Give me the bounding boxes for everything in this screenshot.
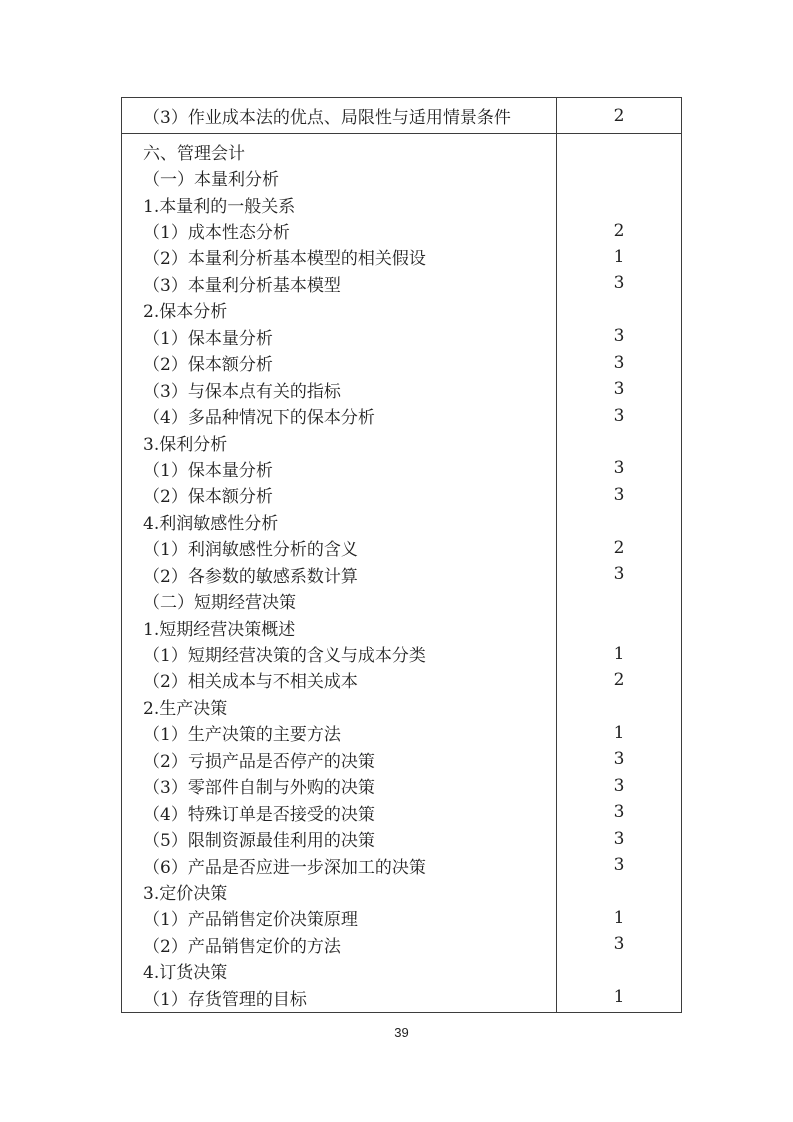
table-row-first — [122, 98, 681, 134]
topic-line: （2）保本额分析 — [143, 355, 273, 376]
topic-line: （5）限制资源最佳利用的决策 — [143, 831, 375, 852]
topic-line: （2）各参数的敏感系数计算 — [143, 566, 358, 587]
hours-column — [556, 134, 681, 1012]
topic-line: （3）零部件自制与外购的决策 — [143, 778, 375, 799]
hours-line — [557, 508, 681, 534]
hours-line: 1 — [613, 907, 625, 928]
page-number: 39 — [394, 1025, 409, 1040]
topic-line: 六、管理会计 — [143, 143, 245, 164]
hours-line — [557, 297, 681, 323]
topic-line: （2）保本额分析 — [143, 487, 273, 508]
hours-line: 3 — [613, 379, 625, 400]
hours-cell: 2 — [556, 98, 681, 133]
topic-cell: （3）作业成本法的优点、局限性与适用情景条件 — [143, 108, 511, 128]
table-row-body — [122, 134, 681, 1012]
hours-line: 2 — [613, 669, 625, 690]
topic-line: （4）特殊订单是否接受的决策 — [143, 804, 375, 825]
topic-line: 4.利润敏感性分析 — [143, 513, 279, 534]
hours-line: 3 — [613, 934, 625, 955]
hours-line: 3 — [613, 458, 625, 479]
hours-line: 1 — [613, 246, 625, 267]
hours-line — [557, 164, 681, 190]
topic-line: （2）相关成本与不相关成本 — [143, 672, 358, 693]
topic-line: （3）与保本点有关的指标 — [143, 381, 341, 402]
hours-line: 3 — [613, 326, 625, 347]
topic-line: （1）利润敏感性分析的含义 — [143, 540, 358, 561]
topic-line: （二）短期经营决策 — [143, 593, 296, 614]
hours-line: 3 — [613, 855, 625, 876]
topic-line: 3.定价决策 — [143, 883, 228, 904]
topic-line: 4.订货决策 — [143, 963, 228, 984]
topic-line: （2）本量利分析基本模型的相关假设 — [143, 249, 426, 270]
hours-line: 3 — [613, 828, 625, 849]
topic-line: （1）成本性态分析 — [143, 223, 290, 244]
topic-line: 1.本量利的一般关系 — [143, 196, 296, 217]
topic-line: 2.保本分析 — [143, 302, 228, 323]
hours-line — [557, 191, 681, 217]
hours-line — [557, 429, 681, 455]
topic-line: （3）本量利分析基本模型 — [143, 275, 341, 296]
topic-line: （6）产品是否应进一步深加工的决策 — [143, 857, 426, 878]
topic-line: （一）本量利分析 — [143, 170, 279, 191]
topic-line: 2.生产决策 — [143, 698, 228, 719]
hours-line: 3 — [613, 352, 625, 373]
hours-line: 3 — [613, 564, 625, 585]
topic-line: （4）多品种情况下的保本分析 — [143, 408, 375, 429]
topic-line: （1）保本量分析 — [143, 328, 273, 349]
syllabus-table — [121, 97, 682, 1013]
hours-line — [557, 614, 681, 640]
topic-line: 3.保利分析 — [143, 434, 228, 455]
hours-line: 2 — [613, 537, 625, 558]
hours-line — [557, 138, 681, 164]
hours-line: 1 — [613, 643, 625, 664]
hours-line: 2 — [613, 220, 625, 241]
hours-line — [557, 878, 681, 904]
hours-line — [557, 693, 681, 719]
hours-line: 1 — [613, 987, 625, 1008]
hours-line — [557, 587, 681, 613]
hours-line: 3 — [613, 749, 625, 770]
topics-column — [122, 134, 556, 1012]
hours-line: 3 — [613, 484, 625, 505]
hours-line: 3 — [613, 775, 625, 796]
hours-line: 3 — [613, 405, 625, 426]
topic-line: 1.短期经营决策概述 — [143, 619, 296, 640]
topic-line: （2）产品销售定价的方法 — [143, 936, 341, 957]
topic-line: （1）保本量分析 — [143, 460, 273, 481]
hours-line: 3 — [613, 273, 625, 294]
hours-line: 3 — [613, 802, 625, 823]
hours-line: 1 — [613, 722, 625, 743]
topic-line: （1）短期经营决策的含义与成本分类 — [143, 646, 426, 667]
topic-line: （1）产品销售定价决策原理 — [143, 910, 358, 931]
topic-line: （1）生产决策的主要方法 — [143, 725, 341, 746]
topic-line: （1）存货管理的目标 — [143, 989, 307, 1010]
topic-line: （2）亏损产品是否停产的决策 — [143, 751, 375, 772]
hours-line — [557, 958, 681, 984]
